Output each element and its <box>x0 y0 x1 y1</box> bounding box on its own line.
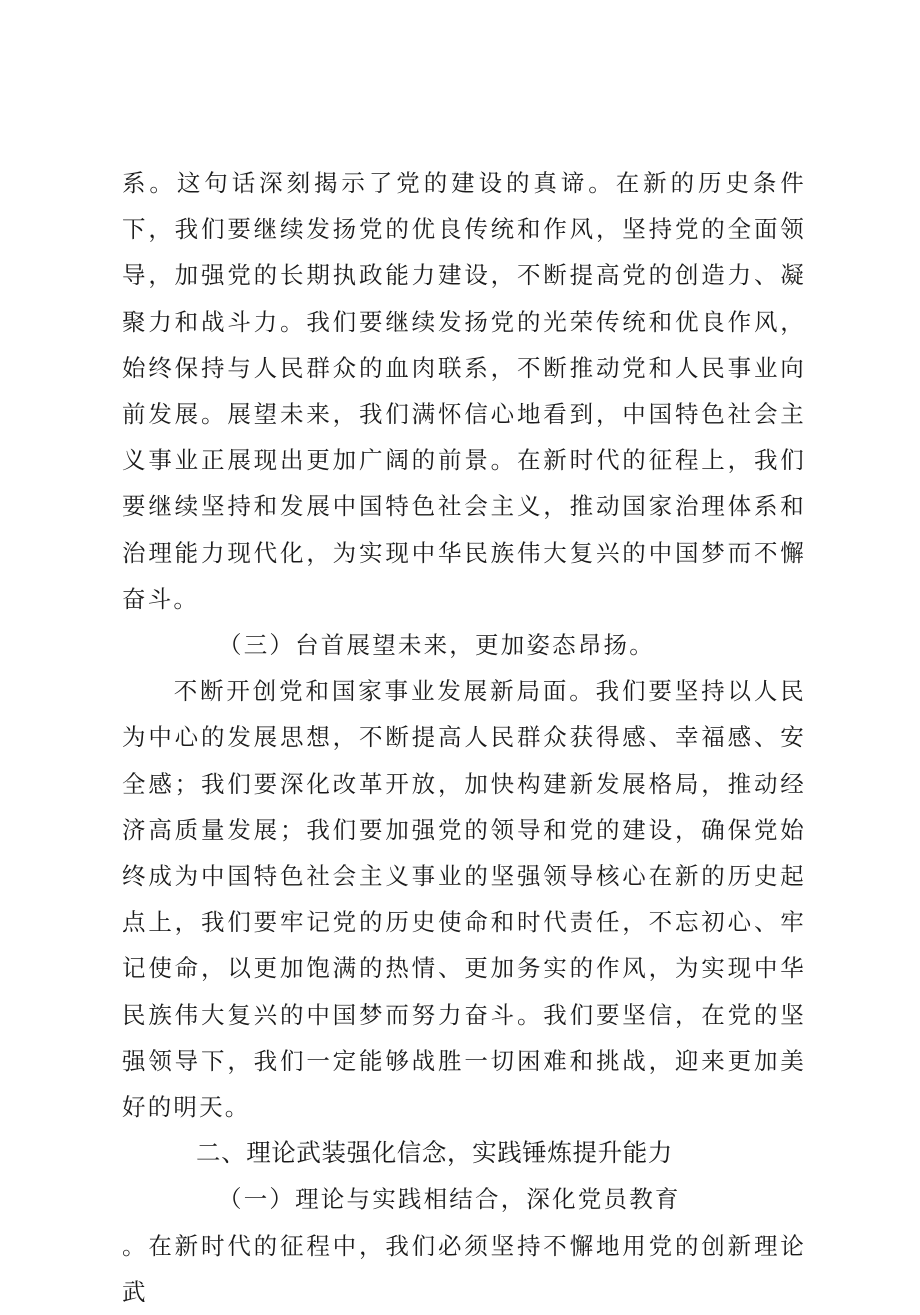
paragraph-future-outlook: 不断开创党和国家事业发展新局面。我们要坚持以人民为中心的发展思想，不断提高人民群众获得感、幸福感、安全感；我们要深化改革开放，加快构建新发展格局，推动经济高质量发展；我们要加强党的领导和党的建设，确保党始终成为中国特色社会主义事业的坚强领导核心在新的历史起点上，我们要牢记党的历史使命和时代责任，不忘初心、牢记使命，以更加饱满的热情、更加务实的作风，为实现中华民族伟大复兴的中国梦而努力奋斗。我们要坚信，在党的坚强领导下，我们一定能够战胜一切困难和挑战，迎来更加美好的明天。 <box>122 677 806 1122</box>
section-heading-2: 二、理论武装强化信念，实践锤炼提升能力 <box>196 1138 673 1168</box>
document-body <box>122 160 806 1315</box>
subsection-heading-3: （三）台首展望未来，更加姿态昂扬。 <box>218 631 655 660</box>
paragraph-closing-reflection: 系。这句话深刻揭示了党的建设的真谛。在新的历史条件下，我们要继续发扬党的优良传统和作风，坚持党的全面领导，加强党的长期执政能力建设，不断提高党的创造力、凝聚力和战斗力。我们要继续发扬党的光荣传统和优良作风，始终保持与人民群众的血肉联系，不断推动党和人民事业向前发展。展望未来，我们满怀信心地看到，中国特色社会主义事业正展现出更加广阔的前景。在新时代的征程上，我们要继续坚持和发展中国特色社会主义，推动国家治理体系和治理能力现代化，为实现中华民族伟大复兴的中国梦而不懈奋斗。 <box>122 169 806 613</box>
subsection-heading-2-1: （一）理论与实践相结合，深化党员教育 <box>218 1185 681 1214</box>
paragraph-theory-practice: 。在新时代的征程中，我们必须坚持不懈地用党的创新理论武 <box>122 1231 806 1306</box>
